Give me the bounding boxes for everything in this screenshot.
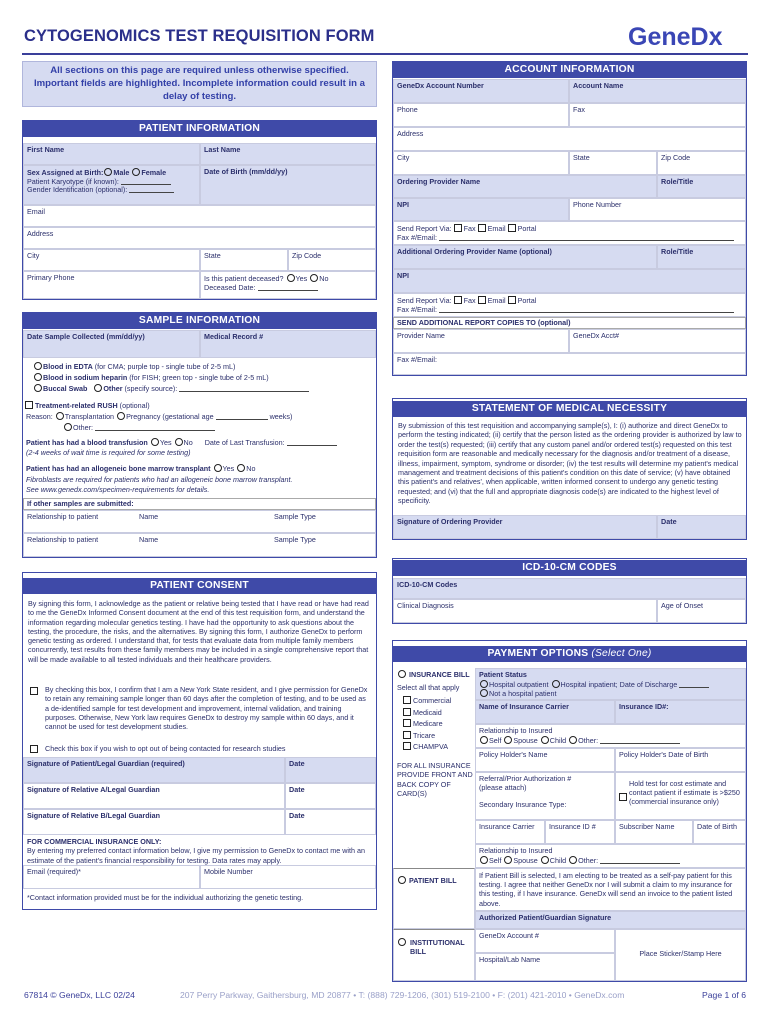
account-fax-field[interactable]: Fax	[569, 103, 746, 127]
tricare-checkbox[interactable]	[403, 731, 411, 739]
first-name-field[interactable]: First Name	[23, 143, 200, 165]
rel-other-radio[interactable]	[569, 736, 577, 744]
copy-provider-field[interactable]: Provider Name	[393, 329, 569, 353]
rel2-self-radio[interactable]	[480, 856, 488, 864]
reason-other: Other:	[63, 423, 215, 433]
other-source-radio[interactable]	[94, 384, 102, 392]
necessity-text: By submission of this test requisition and accompanying sample(s), I: (i) authorize and direct GeneDx to perform the testing indicated; (ii) certify that the person listed as the ordering provider is authorized by law to order the test(s) requested; (iii) certify that any custom panel and/or ordered test(s) requested on this test requisition form are reasonable and medically necessary for the diagnosis and/or treatment of a disease, illness, impairment, symptom, syndrome or disorder; (iv) the test results will determine my patient's medical management and treatment decisions of this patient's condition on this date of service; (v) have obtained this patient's and relatives', when applicable, written informed consent to undergo any genetic testing requested; and (vi) that the full and appropriate diagnosis code(s) are indicated to the highest level of specificity.	[398, 421, 742, 506]
icd-section	[392, 558, 747, 624]
patient-consent-section	[22, 572, 377, 910]
provider-role-field[interactable]: Role/Title	[657, 175, 746, 198]
title-rule	[22, 53, 748, 55]
icd-codes-field[interactable]: ICD-10-CM Codes	[393, 578, 746, 599]
referral-field[interactable]: Referral/Prior Authorization # (please attach) Secondary Insurance Type:	[475, 772, 615, 820]
inst-bill-cell: INSTITUTIONAL BILL	[393, 929, 475, 981]
dob-field[interactable]: Date of Birth (mm/dd/yy)	[200, 165, 376, 205]
contact-note: *Contact information provided must be for the individual authorizing the genetic testing.	[27, 893, 304, 902]
copy-faxemail-field[interactable]: Fax #/Email:	[393, 353, 746, 375]
commercial-checkbox[interactable]	[403, 696, 411, 704]
patient-consent-header: PATIENT CONSENT	[23, 578, 376, 594]
other-sample-row-2[interactable]: Relationship to patient Name Sample Type	[23, 533, 376, 557]
necessity-section	[392, 398, 747, 540]
insurance-bill-radio[interactable]	[398, 670, 406, 678]
account-zip-field[interactable]: Zip Code	[657, 151, 746, 175]
rel2-child-radio[interactable]	[541, 856, 549, 864]
optout-text: Check this box if you wish to opt out of being contacted for research studies	[45, 744, 286, 753]
sample-info-section	[22, 312, 377, 558]
reason-row: Reason: Transplantation Pregnancy (gestational age weeks)	[26, 412, 293, 421]
age-onset-field[interactable]: Age of Onset	[657, 599, 746, 623]
provider-signature-date[interactable]: Date	[657, 515, 746, 539]
medicaid-checkbox[interactable]	[403, 708, 411, 716]
sub-dob-field[interactable]: Date of Birth	[693, 820, 746, 844]
patient-info-section	[22, 120, 377, 300]
optout-checkbox[interactable]	[30, 745, 38, 753]
last-name-field[interactable]: Last Name	[200, 143, 376, 165]
deceased-yes-radio[interactable]	[287, 274, 295, 282]
additional-npi-field[interactable]: NPI	[393, 269, 746, 293]
lab-name-field[interactable]: Hospital/Lab Name	[475, 953, 615, 981]
deceased-field: Is this patient deceased? Yes No Deceased Date:	[200, 271, 376, 299]
sample-info-header: SAMPLE INFORMATION	[23, 313, 376, 329]
other-sample-row-1[interactable]: Relationship to patient Name Sample Type	[23, 510, 376, 533]
heparin-option: Blood in sodium heparin (for FISH; green top - single tube of 2-5 mL)	[33, 373, 269, 383]
rel2-other-radio[interactable]	[569, 856, 577, 864]
wait-note: (2-4 weeks of wait time is required for some testing)	[26, 448, 191, 457]
rel-self-radio[interactable]	[480, 736, 488, 744]
patient-bill-text: If Patient Bill is selected, I am electing to be treated as a self-pay patient for this testing. I agree that neither GeneDx nor I will submit a claim to my insurance for this testing, if I have insurance. GeneDx will send an invoice to the patient listed above.	[475, 868, 746, 911]
carrier2-field[interactable]: Insurance Carrier	[475, 820, 545, 844]
footer-page: Page 1 of 6	[702, 990, 746, 1000]
rel-child-radio[interactable]	[541, 736, 549, 744]
ny-resident-text: By checking this box, I confirm that I am a New York State resident, and I give permission for GeneDx to retain any remaining sample longer than 60 days after the completion of testing, and to be used as a de-identified sample for test development and improvement, internal validation, and training purposes. Otherwise, New York law requires GeneDx to destroy my sample within 60 days, and it cannot be used for test development studies.	[45, 685, 368, 732]
date-collected-field[interactable]: Date Sample Collected (mm/dd/yy)	[23, 330, 200, 358]
bmt-no-radio[interactable]	[237, 464, 245, 472]
send-portal-checkbox[interactable]	[508, 224, 516, 232]
additional-send-row: Send Report Via: Fax Email Portal Fax #/Email:	[393, 293, 746, 317]
add-send-email-checkbox[interactable]	[478, 296, 486, 304]
holder-name-field[interactable]: Policy Holder's Name	[475, 748, 615, 772]
npi-field[interactable]: NPI	[393, 198, 569, 221]
rush-checkbox[interactable]	[25, 401, 33, 409]
necessity-header: STATEMENT OF MEDICAL NECESSITY	[393, 401, 746, 417]
edta-option: Blood in EDTA (for CMA; purple top - single tube of 2-5 mL)	[33, 362, 235, 372]
notice-banner: All sections on this page are required unless otherwise specified. Important fields are highlighted. Incomplete information could result in a delay of testing.	[22, 61, 377, 107]
carrier-field[interactable]: Name of Insurance Carrier	[475, 700, 615, 724]
patient-info-header: PATIENT INFORMATION	[23, 121, 376, 137]
heparin-radio[interactable]	[34, 373, 42, 381]
logo-text: GeneDx	[628, 23, 723, 50]
subscriber-field[interactable]: Subscriber Name	[615, 820, 693, 844]
footer-address: 207 Perry Parkway, Gaithersburg, MD 20877 • T: (888) 729-1206, (301) 519-2100 • F: (201) 421-2010 • GeneDx.com	[180, 990, 625, 1000]
champva-checkbox[interactable]	[403, 742, 411, 750]
relative-a-date[interactable]: Date	[285, 783, 376, 809]
insurance-bill-option: INSURANCE BILL	[397, 670, 470, 680]
id2-field[interactable]: Insurance ID #	[545, 820, 615, 844]
genedx-logo	[628, 22, 746, 50]
other-samples-label: If other samples are submitted:	[23, 498, 376, 510]
medicare-checkbox[interactable]	[403, 719, 411, 727]
provider-signature-field[interactable]: Signature of Ordering Provider	[393, 515, 657, 539]
additional-provider-field[interactable]: Additional Ordering Provider Name (optional)	[393, 245, 657, 269]
phone-field[interactable]: Primary Phone	[23, 271, 200, 299]
relationship2-field: Relationship to Insured Self Spouse Child Other:	[475, 844, 746, 868]
insurance-id-field[interactable]: Insurance ID#:	[615, 700, 746, 724]
relationship-field: Relationship to Insured Self Spouse Child Other:	[475, 724, 746, 748]
account-number-field[interactable]: GeneDx Account Number	[393, 79, 569, 103]
relative-a-signature[interactable]: Signature of Relative A/Legal Guardian	[23, 783, 285, 809]
patient-bill-radio[interactable]	[398, 876, 406, 884]
rel-spouse-radio[interactable]	[504, 736, 512, 744]
patient-signature-date[interactable]: Date	[285, 757, 376, 783]
sticker-area: Place Sticker/Stamp Here	[615, 929, 746, 981]
copies-label: SEND ADDITIONAL REPORT COPIES TO (optional)	[393, 317, 746, 329]
ny-resident-checkbox[interactable]	[30, 687, 38, 695]
inst-bill-radio[interactable]	[398, 938, 406, 946]
rush-option: Treatment-related RUSH (optional)	[25, 401, 150, 411]
provider-phone-field[interactable]: Phone Number	[569, 198, 746, 221]
consent-text: By signing this form, I acknowledge as the patient or relative being tested that I have read or have had read to me the GeneDx Informed Consent document at the end of this test requisition form, and understand the information regarding molecular genetics testing. I have had the opportunity to ask questions about the testing, the procedure, the risks, and the alternatives. By signing this form, I authorize GeneDx to perform genetic testing as ordered. I understand that, for tests that evaluate data from multiple family members concurrently, test results from these family members may be included in a single comprehensive report that will be made available to all tested individuals and their healthcare providers.	[28, 599, 369, 664]
account-info-section	[392, 61, 747, 376]
email-field[interactable]: Email	[23, 205, 376, 227]
payment-header: PAYMENT OPTIONS (Select One)	[393, 646, 746, 662]
bmt-row: Patient has had an allogeneic bone marrow transplant Yes No	[26, 464, 256, 473]
patient-status-field: Patient Status Hospital outpatient Hospital inpatient; Date of Discharge Not a hospital patient	[475, 668, 746, 700]
ordering-provider-field[interactable]: Ordering Provider Name	[393, 175, 657, 198]
pregnancy-radio[interactable]	[117, 412, 125, 420]
transfusion-row: Patient has had a blood transfusion Yes No Date of Last Transfusion:	[26, 438, 337, 448]
medical-record-field[interactable]: Medical Record #	[200, 330, 376, 358]
see-link[interactable]: See www.genedx.com/specimen-requirements for details.	[26, 485, 210, 494]
form-title: CYTOGENOMICS TEST REQUISITION FORM	[24, 27, 375, 45]
plan-list: Commercial Medicaid Medicare Tricare CHAMPVA	[403, 695, 451, 753]
state-field[interactable]: State	[200, 249, 288, 271]
add-send-fax-checkbox[interactable]	[454, 296, 462, 304]
commercial-note: FOR COMMERCIAL INSURANCE ONLY: By entering my preferred contact information below, I give my permission to GeneDx to contact me with an estimate of the patient's financial responsibility for testing. Data rates may apply.	[27, 837, 365, 865]
deceased-no-radio[interactable]	[310, 274, 318, 282]
send-report-row: Send Report Via: Fax Email Portal Fax #/Email:	[393, 221, 746, 245]
send-email-checkbox[interactable]	[478, 224, 486, 232]
address-field[interactable]: Address	[23, 227, 376, 249]
account-name-field[interactable]: Account Name	[569, 79, 746, 103]
patient-bill-cell: PATIENT BILL	[393, 868, 475, 929]
account-info-header: ACCOUNT INFORMATION	[393, 62, 746, 78]
edta-radio[interactable]	[34, 362, 42, 370]
clinical-diagnosis-field[interactable]: Clinical Diagnosis	[393, 599, 657, 623]
outpatient-radio[interactable]	[480, 680, 488, 688]
zip-field[interactable]: Zip Code	[288, 249, 376, 271]
guardian-signature-field[interactable]: Authorized Patient/Guardian Signature	[475, 911, 746, 929]
swab-radio[interactable]	[34, 384, 42, 392]
copy-acct-field[interactable]: GeneDx Acct#	[569, 329, 746, 353]
select-all-label: Select all that apply	[397, 683, 460, 692]
account-phone-field[interactable]: Phone	[393, 103, 569, 127]
transfusion-no-radio[interactable]	[175, 438, 183, 446]
not-hospital-radio[interactable]	[480, 689, 488, 697]
account-state-field[interactable]: State	[569, 151, 657, 175]
transfusion-yes-radio[interactable]	[151, 438, 159, 446]
payment-section	[392, 640, 747, 982]
add-send-portal-checkbox[interactable]	[508, 296, 516, 304]
fibroblast-note: Fibroblasts are required for patients who had an allogeneic bone marrow transplant.	[26, 475, 293, 484]
sex-field: Sex Assigned at Birth: Male Female Patient Karyotype (if known): Gender Identification (optional):	[23, 165, 200, 205]
swab-option: Buccal Swab Other (specify source):	[33, 384, 309, 394]
city-field[interactable]: City	[23, 249, 200, 271]
send-fax-checkbox[interactable]	[454, 224, 462, 232]
consent-email-field[interactable]: Email (required)*	[23, 865, 200, 889]
female-radio[interactable]	[132, 168, 140, 176]
relative-b-signature[interactable]: Signature of Relative B/Legal Guardian	[23, 809, 285, 835]
inst-account-field[interactable]: GeneDx Account #	[475, 929, 615, 953]
relative-b-date[interactable]: Date	[285, 809, 376, 835]
card-copy-note: FOR ALL INSURANCE PROVIDE FRONT AND BACK COPY OF CARD(S)	[397, 761, 473, 798]
male-radio[interactable]	[104, 168, 112, 176]
hold-estimate-checkbox[interactable]	[619, 793, 627, 801]
inpatient-radio[interactable]	[552, 680, 560, 688]
hold-estimate-field: Hold test for cost estimate and contact patient if estimate is >$250 (commercial insurance only)	[615, 772, 746, 820]
account-city-field[interactable]: City	[393, 151, 569, 175]
transplant-radio[interactable]	[56, 412, 64, 420]
patient-signature-field[interactable]: Signature of Patient/Legal Guardian (required)	[23, 757, 285, 783]
footer-copyright: 67814 © GeneDx, LLC 02/24	[24, 990, 135, 1000]
reason-other-radio[interactable]	[64, 423, 72, 431]
additional-role-field[interactable]: Role/Title	[657, 245, 746, 269]
account-address-field[interactable]: Address	[393, 127, 746, 151]
consent-mobile-field[interactable]: Mobile Number	[200, 865, 376, 889]
holder-dob-field[interactable]: Policy Holder's Date of Birth	[615, 748, 746, 772]
rel2-spouse-radio[interactable]	[504, 856, 512, 864]
bmt-yes-radio[interactable]	[214, 464, 222, 472]
icd-header: ICD-10-CM CODES	[393, 560, 746, 576]
